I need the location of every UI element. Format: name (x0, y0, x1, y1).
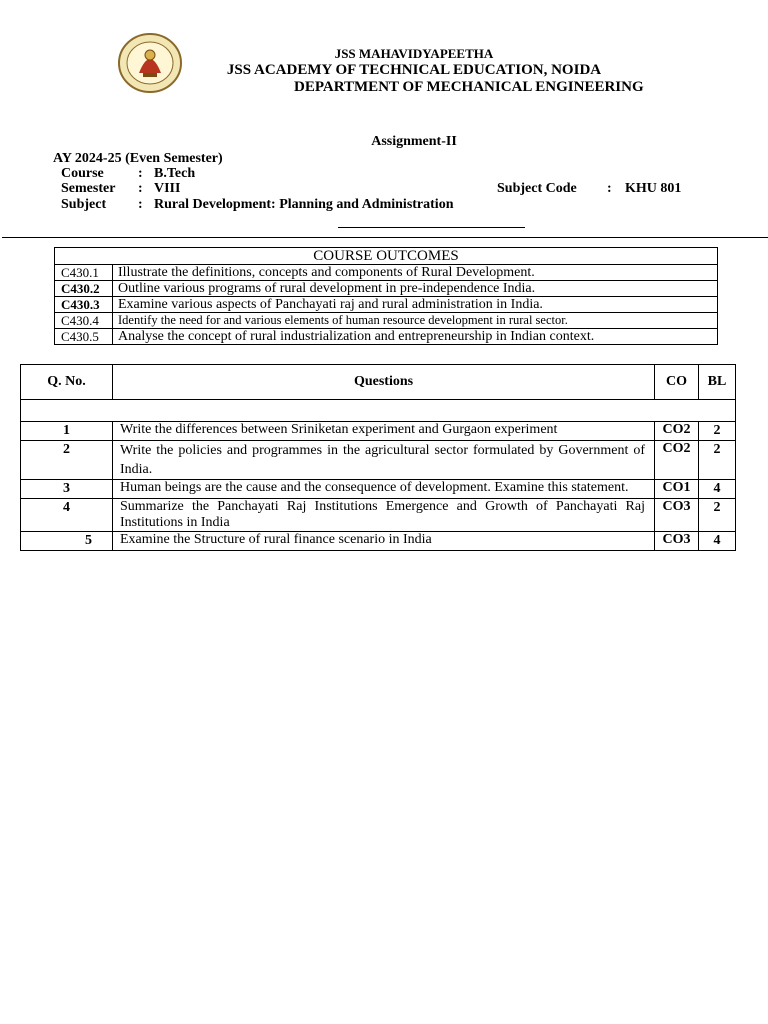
course-outcome-row (55, 281, 718, 297)
header-co: CO (655, 365, 699, 400)
subject-code-label: Subject Code (497, 181, 577, 196)
question-co: CO3 (655, 532, 699, 551)
semester-colon: : (138, 181, 143, 196)
question-number: 5 (21, 532, 113, 551)
co-code: C430.1 (55, 265, 113, 281)
question-number: 2 (21, 441, 113, 480)
question-co: CO1 (655, 480, 699, 499)
question-row (21, 441, 736, 480)
question-row (21, 532, 736, 551)
course-outcomes-table (54, 247, 718, 345)
question-bl: 2 (699, 499, 736, 532)
question-text: Write the differences between Sriniketan experiment and Gurgaon experiment (113, 422, 655, 441)
co-text: Outline various programs of rural development in pre-independence India. (113, 281, 718, 297)
course-outcome-row (55, 265, 718, 281)
course-outcomes-heading: COURSE OUTCOMES (55, 248, 718, 265)
co-text: Analyse the concept of rural industrialization and entrepreneurship in Indian context. (113, 329, 718, 345)
question-co: CO2 (655, 441, 699, 480)
semester-label: Semester (61, 181, 116, 196)
questions-header-row (21, 365, 736, 400)
header-questions: Questions (113, 365, 655, 400)
spacer-row (21, 400, 736, 422)
subject-label: Subject (61, 197, 107, 212)
co-text: Examine various aspects of Panchayati raj and rural administration in India. (113, 297, 718, 313)
course-outcome-row (55, 329, 718, 345)
co-code: C430.5 (55, 329, 113, 345)
academic-year: AY 2024-25 (Even Semester) (53, 151, 223, 166)
question-text: Write the policies and programmes in the agricultural sector formulated by Government of India. (113, 441, 655, 480)
question-row (21, 422, 736, 441)
subject-code-value: KHU 801 (625, 181, 682, 196)
subject-code-colon: : (607, 181, 612, 196)
co-code: C430.3 (55, 297, 113, 313)
question-bl: 4 (699, 532, 736, 551)
co-code: C430.4 (55, 313, 113, 329)
question-text: Examine the Structure of rural finance scenario in India (113, 532, 655, 551)
question-row (21, 499, 736, 532)
co-code: C430.2 (55, 281, 113, 297)
question-row (21, 480, 736, 499)
question-text: Human beings are the cause and the consequence of development. Examine this statement. (113, 480, 655, 499)
co-text: Identify the need for and various elements of human resource development in rural sector. (113, 313, 718, 329)
course-colon: : (138, 166, 143, 181)
question-co: CO3 (655, 499, 699, 532)
header-line-2: JSS ACADEMY OF TECHNICAL EDUCATION, NOIDA (226, 62, 602, 78)
question-bl: 4 (699, 480, 736, 499)
header-qno: Q. No. (21, 365, 113, 400)
course-outcome-row (55, 297, 718, 313)
co-text: Illustrate the definitions, concepts and components of Rural Development. (113, 265, 718, 281)
question-number: 3 (21, 480, 113, 499)
question-bl: 2 (699, 441, 736, 480)
course-value: B.Tech (154, 166, 196, 181)
subject-colon: : (138, 197, 143, 212)
question-text: Summarize the Panchayati Raj Institutions Emergence and Growth of Panchayati Raj Institutions in India (113, 499, 655, 532)
horizontal-divider (2, 237, 768, 238)
course-label: Course (61, 166, 104, 181)
header-bl: BL (699, 365, 736, 400)
semester-value: VIII (154, 181, 181, 196)
question-co: CO2 (655, 422, 699, 441)
question-number: 1 (21, 422, 113, 441)
question-bl: 2 (699, 422, 736, 441)
course-outcome-row (55, 313, 718, 329)
assignment-title: Assignment-II (371, 134, 457, 149)
title-underline (338, 227, 525, 228)
header-line-3: DEPARTMENT OF MECHANICAL ENGINEERING (294, 79, 644, 95)
question-number: 4 (21, 499, 113, 532)
questions-table (20, 364, 736, 551)
header-line-1: JSS MAHAVIDYAPEETHA (334, 46, 494, 61)
subject-value: Rural Development: Planning and Administration (154, 197, 454, 212)
